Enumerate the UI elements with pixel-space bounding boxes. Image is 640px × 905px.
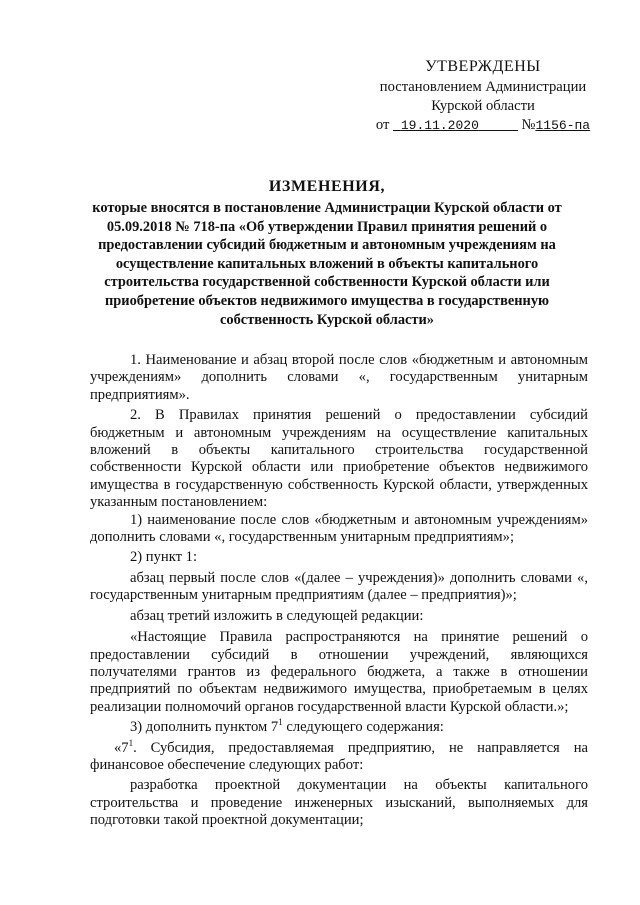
approval-line-1: постановлением Администрации xyxy=(379,79,587,95)
approval-line-2: Курской области xyxy=(431,98,535,114)
approval-stamp xyxy=(358,57,608,135)
paragraph-5: абзац первый после слов «(далее – учреждения)» дополнить словами «, государственным унитарным предприятиям (далее – предприятия)»; xyxy=(90,569,588,604)
paragraph-1: 1. Наименование и абзац второй после слов «бюджетным и автономным учреждениям» дополнить словами «, государственным унитарным предприятиям». xyxy=(90,352,588,403)
approval-date-line xyxy=(358,116,608,135)
approval-number: 1156-па xyxy=(535,118,591,133)
paragraph-3: 1) наименование после слов «бюджетным и автономным учреждениям» дополнить словами «, государственным унитарным предприятиям»; xyxy=(90,511,588,546)
number-prefix: № xyxy=(521,117,536,133)
document-title: ИЗМЕНЕНИЯ, xyxy=(268,178,386,195)
paragraph-2: 2. В Правилах принятия решений о предоставлении субсидий бюджетным и автономным учреждениям на осуществление капитальных вложений в объекты капитального строительства государственной собственности Курской области или приобретение объектов недвижимого имущества в государственную собственность Курской области, утвержденных указанным постановлением: xyxy=(90,407,588,511)
document-subtitle: которые вносятся в постановление Администрации Курской области от 05.09.2018 № 718-па «Об утверждении Правил принятия решений о предоставлении субсидий бюджетным и автономным учреждениям на осуществление капитальных вложений в объекты капитального строительства государственной собственности Курской области или приобретение объектов недвижимого имущества в государственную собственность Курской области» xyxy=(92,200,562,328)
paragraph-7: «Настоящие Правила распространяются на принятие решений о предоставлении субсидий в отношении учреждений, являющихся получателями грантов из федерального бюджета, а также в отношении предприятий по объектам недвижимого имущества, приобретаемым в целях реализации полномочий органов государственной власти Курской области.»; xyxy=(90,629,588,715)
paragraph-4: 2) пункт 1: xyxy=(130,549,197,566)
date-prefix: от xyxy=(375,117,390,133)
document-body xyxy=(90,352,588,830)
paragraph-9: «$7^1$. Субсидия, предоставляемая предприятию, не направляется на финансовое обеспечение следующих работ: xyxy=(90,737,588,773)
document-title-block xyxy=(92,178,562,329)
approval-date: 19.11.2020 xyxy=(400,118,479,133)
paragraph-8: 3) дополнить пунктом $7^1$ следующего содержания: xyxy=(130,717,444,736)
paragraph-10: разработка проектной документации на объекты капитального строительства и проведение инженерных изысканий, выполняемых для подготовки такой проектной документации; xyxy=(90,777,588,829)
approval-heading: УТВЕРЖДЕНЫ xyxy=(425,58,541,75)
paragraph-6: абзац третий изложить в следующей редакции: xyxy=(130,607,424,624)
